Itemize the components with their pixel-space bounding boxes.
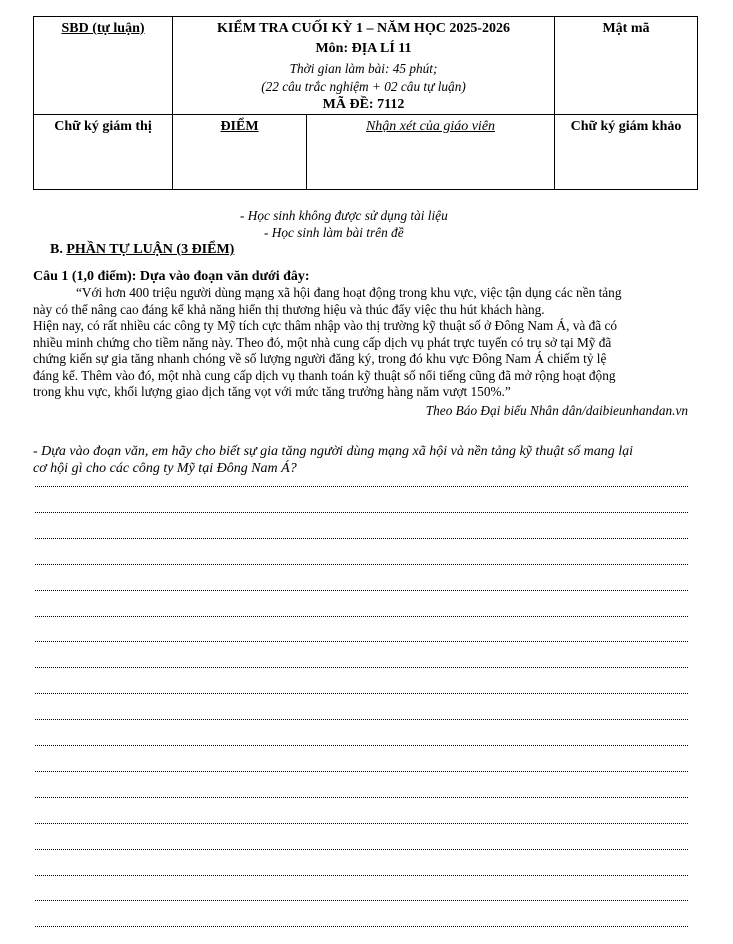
answer-line[interactable] (35, 590, 688, 591)
teacher-comment-label: Nhận xét của giáo viên (365, 119, 496, 134)
answer-line[interactable] (35, 849, 688, 850)
answer-line[interactable] (35, 745, 688, 746)
grader-signature-label: Chữ ký giám khảo (570, 119, 682, 134)
source-citation: Theo Báo Đại biểu Nhân dân/daibieunhandan.vn (425, 403, 688, 418)
passage-line: nhiều minh chứng cho tiềm năng này. Theo đó, một nhà cung cấp dịch vụ phát trực tuyến có trụ sở tại Mỹ đã (33, 334, 612, 350)
answer-line[interactable] (35, 641, 688, 642)
sbd-label: SBD (tự luận) (61, 21, 145, 36)
prompt-line: - Dựa vào đoạn văn, em hãy cho biết sự gia tăng người dùng mạng xã hội và nền tảng kỹ thuật số mang lại (33, 444, 634, 459)
section-title-text: B. PHẦN TỰ LUẬN (3 ĐIỂM) (50, 242, 235, 257)
note-1: - Học sinh không được sử dụng tài liệu (240, 208, 448, 223)
section-title (50, 241, 234, 258)
exam-title: KIỂM TRA CUỐI KỲ 1 – NĂM HỌC 2025-2026 (217, 21, 510, 36)
answer-line[interactable] (35, 823, 688, 824)
answer-line[interactable] (35, 616, 688, 617)
answer-line[interactable] (35, 486, 688, 487)
answer-line[interactable] (35, 900, 688, 901)
proctor-signature-cell (34, 115, 173, 190)
score-cell (173, 115, 307, 190)
teacher-comment-cell (307, 115, 555, 190)
duration: Thời gian làm bài: 45 phút; (289, 61, 438, 76)
passage-line: “Với hơn 400 triệu người dùng mạng xã hội đang hoạt động trong khu vực, việc tận dụng các nền tảng (76, 285, 622, 300)
question-prompt (33, 443, 693, 477)
proctor-signature-label: Chữ ký giám thị (54, 119, 152, 134)
answer-line[interactable] (35, 719, 688, 720)
passage-line: trong khu vực, khối lượng giao dịch tăng vọt với mức tăng trưởng hàng năm vượt 150%.” (33, 384, 511, 399)
passage-line: đáng kể. Thêm vào đó, một nhà cung cấp dịch vụ thanh toán kỹ thuật số nổi tiếng cũng đã mở rộng hoạt động (33, 367, 616, 383)
secret-code-label: Mật mã (602, 21, 650, 36)
passage-line: này có thể nâng cao đáng kể khả năng hiển thị thương hiệu và thúc đẩy việc thu hút khách hàng. (33, 301, 545, 317)
question-title: Câu 1 (1,0 điểm): Dựa vào đoạn văn dưới đây: (33, 269, 310, 284)
answer-line[interactable] (35, 564, 688, 565)
secret-code-cell (555, 17, 698, 115)
grader-signature-cell (555, 115, 698, 190)
answer-line[interactable] (35, 667, 688, 668)
subject: Môn: ĐỊA LÍ 11 (315, 41, 412, 56)
exam-code: MÃ ĐỀ: 7112 (322, 97, 405, 112)
score-label: ĐIỂM (220, 119, 259, 134)
passage-line: chứng kiến sự gia tăng nhanh chóng về số lượng người đăng ký, trong đó khu vực Đông Nam Á chiếm tỷ lệ (33, 351, 607, 366)
answer-line[interactable] (35, 538, 688, 539)
answer-line[interactable] (35, 875, 688, 876)
passage (33, 285, 688, 401)
answer-line[interactable] (35, 926, 688, 927)
passage-line: Hiện nay, có rất nhiều các công ty Mỹ tích cực thâm nhập vào thị trường kỹ thuật số ở Đông Nam Á, và đã có (33, 318, 618, 333)
question-count: (22 câu trắc nghiệm + 02 câu tự luận) (261, 78, 466, 94)
answer-line[interactable] (35, 797, 688, 798)
exam-info-cell (173, 17, 555, 115)
answer-line[interactable] (35, 512, 688, 513)
answer-line[interactable] (35, 693, 688, 694)
answer-line[interactable] (35, 771, 688, 772)
exam-header-table (33, 16, 698, 190)
note-2: - Học sinh làm bài trên đề (264, 225, 404, 240)
sbd-cell (34, 17, 173, 115)
prompt-line: cơ hội gì cho các công ty Mỹ tại Đông Nam Á? (33, 461, 297, 476)
